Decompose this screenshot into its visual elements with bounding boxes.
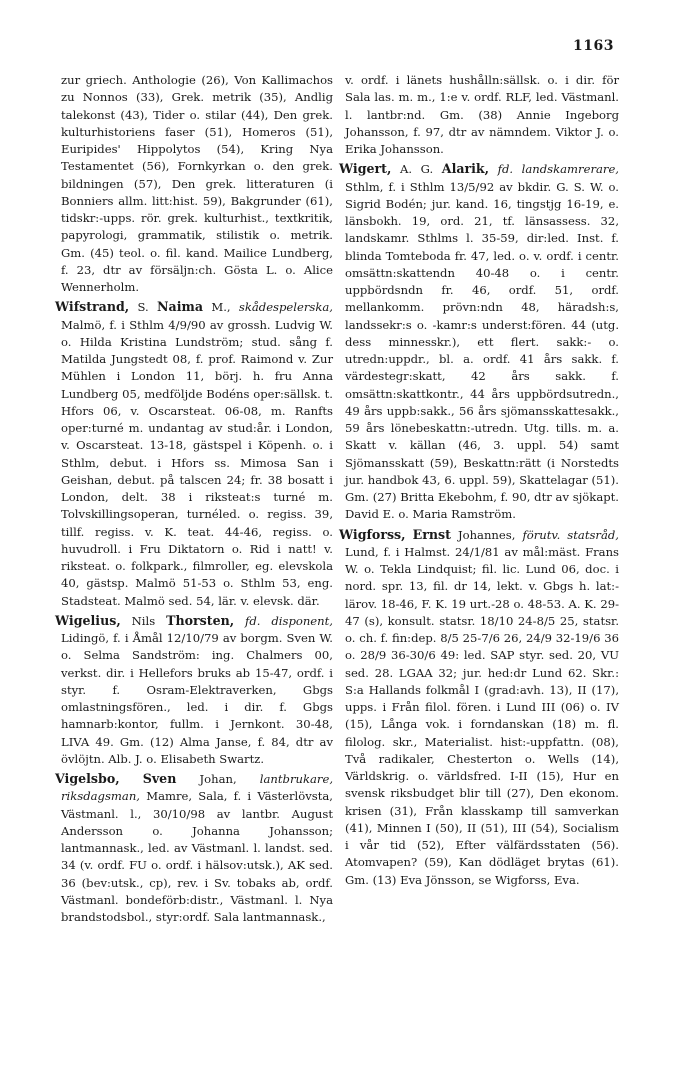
entry-given: Nils bbox=[120, 613, 167, 628]
entry-text: Mamre, Sala, f. i Västerlövsta, Västmanl. l., 30/10/98 av lantbr. August Andersson o. Johanna Johansson; lantmannask., led. av Västmanl. l. landst. sed. 34 (v. ordf. FU o. ordf. i hälsov:utsk.), AK sed. 36 (bev:utsk., cp), rev. i Sv. tobaks ab, ordf. Västmanl. bondeförb:distr., Västmanl. l. Nya brandstodsbol., styr:ordf. Sala lantmannask., bbox=[61, 789, 333, 924]
entry-surname: Wifstrand, bbox=[55, 299, 130, 315]
entry-text: Lidingö, f. i Åmål 12/10/79 av borgm. Sven W. o. Selma Sandström: ing. Chalmers 00, verkst. dir. i Hellefors bruks ab 15-47, ordf. i styr. f. Osram-Elektraverken, Gbgs omlastningsfören., led. i dir. f. Gbgs hamnarb:kontor, fullm. i Jernkont. 30-48, LIVA 49. Gm. (12) Alma Janse, f. 84, dtr av övlöjtn. Alb. J. o. Elisabeth Swartz. bbox=[61, 631, 333, 766]
entry-given-bold: Alarik, bbox=[441, 161, 490, 177]
entry-given-rest: Johannes, bbox=[450, 527, 523, 542]
entry-given: S. bbox=[129, 300, 158, 315]
entry-given-rest bbox=[234, 614, 245, 628]
entry-surname: Wigert, bbox=[339, 161, 392, 177]
entry-title: förutv. statsråd, bbox=[522, 527, 619, 542]
entry-surname: Wigelius, bbox=[55, 612, 121, 628]
entry-given-rest: M., bbox=[203, 300, 239, 315]
continued-entry-text: zur griech. Anthologie (26), Von Kallimachos zu Nonnos (33), Grek. metrik (35), Andlig talekonst (43), Tider o. stilar (44), Den grek. kulturhistoriens faser (51), Homeros (51), Euripides' Hippolytos (54), Kring Nya Testamentet (56), Fornkyrkan o. den grek. bildningen (57), Den grek. litteraturen (i Bonniers allm. litt:hist. 59), Bakgrunder (61), tidskr:-upps. rör. grek. kulturhist., textkritik, papyrologi, grammatik, stilistik o. metrik. Gm. (45) teol. o. fil. kand. Mailice Lundberg, f. 23, dtr av försäljn:ch. Gösta L. o. Alice Wennerholm. bbox=[61, 73, 333, 294]
entry-wifstrand bbox=[55, 298, 333, 610]
entry-vigelsbo bbox=[55, 770, 333, 926]
entry-wigelius bbox=[55, 612, 333, 768]
entry-given-bold: Thorsten, bbox=[166, 612, 235, 628]
entry-given-rest bbox=[489, 162, 498, 176]
entry-text: Malmö, f. i Sthlm 4/9/90 av grossh. Ludvig W. o. Hilda Kristina Lundström; stud. sång f. Matilda Jungstedt 08, f. prof. Raimond v. Zur Mühlen i London 11, börj. h. fru Anna Lundberg 05, medföljde Bodéns oper:sällsk. t. Hfors 06, v. Oscarsteat. 06-08, m. Ranfts oper:turné m. undantag av stud:år. i London, v. Oscarsteat. 13-18, gästspel i Köpenh. o. i Sthlm, debut. i Hfors ss. Mimosa San i Geishan, debut. på talscen 24; fr. 38 bosatt i London, delt. 38 i riksteat:s turné m. Tolvskillingsoperan, turnéled. o. regiss. 39, tillf. regiss. v. K. teat. 44-46, regiss. o. huvudroll. i Fru Diktatorn o. Rid i natt! v. riksteat. o. folkpark., filmroller, eg. elevskola 40, gästsp. Malmö 51-53 o. Sthlm 53, eng. Stadsteat. Malmö sed. 54, lär. v. elevsk. där. bbox=[61, 317, 333, 608]
entry-title: skådespelerska, bbox=[238, 300, 333, 315]
entry-given-bold: Sven bbox=[142, 771, 177, 786]
entry-text: Sthlm, f. i Sthlm 13/5/92 av bkdir. G. S. W. o. Sigrid Bodén; jur. kand. 16, tingstjg 16-19, e. länsbokh. 19, ord. 21, tf. länsassess. 32, landskamr. Sthlms l. 35-59, dir:led. Inst. f. blinda Tomteboda fr. 47, led. o. v. ordf. i centr. omsättn:skattendn 40-48 o. i centr. uppbördsndn fr. 46, ordf. 51, ordf. mellankomm. prövn:ndn 48, häradsh:s, landssekr:s o. -kamr:s underst:fören. 44 (utg. dess minnesskr.), ett flert. sakk:- o. utredn:uppdr., bl. a. ordf. 41 års sakk. f. värdestegr:skatt, 42 års sakk. f. omsättn:skattkontr., 44 års uppbördsutredn., 49 års uppb:sakk., 56 års sjömansskattesakk., 59 års lönebeskattn:-utredn. Utg. tills. m. a. Skatt v. källan (46, 3. uppl. 54) samt Sjömansskatt (59), Beskattn:rätt (i Norstedts jur. handbok 43, 6. uppl. 59), Skattelagar (51). Gm. (27) Britta Ekebohm, f. 90, dtr av sjökapt. David E. o. Maria Ramström. bbox=[345, 179, 619, 522]
entry-surname: Vigelsbo, bbox=[55, 771, 120, 786]
entry-given-rest: Johan, bbox=[176, 772, 260, 786]
entry-wigert bbox=[339, 160, 619, 523]
left-column bbox=[55, 72, 333, 928]
entry-given-bold: Naima bbox=[157, 299, 203, 315]
entry-given bbox=[120, 772, 143, 786]
entry-given: A. G. bbox=[391, 162, 442, 177]
entry-text: Lund, f. i Halmst. 24/1/81 av mål:mäst. Frans W. o. Tekla Lindquist; fil. lic. Lund 06, doc. i nord. spr. 13, fil. dr 14, lekt. v. Gbgs h. lat:-lärov. 18-46, F. K. 19 urt.-28 o. 48-53. A. K. 29-47 (s), konsult. statsr. 18/10 24-8/5 25, statsr. o. ch. f. fin:dep. 8/5 25-7/6 26, 24/9 32-19/6 36 o. 28/9 36-30/6 49: led. SAP styr. sed. 20, VU sed. 28. LGAA 32; jur. hed:dr Lund 62. Skr.: S:a Hallands folkmål I (grad:avh. 13), II (17), upps. i Från filol. fören. i Lund III (06) o. IV (15), Långa vok. i forndanskan (18) m. fl. filolog. skr., Materialist. hist:-uppfattn. (08), Två radikaler, Chesterton o. Wells (14), Världskrig. o. världsfred. I-II (15), Hur en svensk riksbudget blir till (27), Den ekonom. krisen (31), Från klasskamp till samverkan (41), Minnen I (50), II (51), III (54), Socialism i vår tid (52), Efter välfärdsstaten (56). Atomvapen? (59), Kan dödläget brytas (61). Gm. (13) Eva Jönsson, se Wigforss, Eva. bbox=[345, 544, 619, 887]
entry-title: fd. disponent, bbox=[245, 613, 333, 628]
entry-title: lantbrukare, riksdagsman, bbox=[61, 772, 333, 804]
continued-entry-text: v. ordf. i länets hushålln:sällsk. o. i dir. för Sala las. m. m., 1:e v. ordf. RLF, led. Västmanl. l. lantbr:nd. Gm. (38) Annie Ingeborg Johansson, f. 97, dtr av nämndem. Viktor J. o. Erika Johansson. bbox=[345, 73, 619, 156]
entry-given bbox=[406, 528, 413, 542]
entry-title: fd. landskamrerare, bbox=[497, 162, 619, 177]
right-column bbox=[339, 72, 619, 891]
entry-given-bold: Ernst bbox=[412, 526, 451, 542]
page-number: 1163 bbox=[573, 38, 614, 54]
entry-surname: Wigforss, bbox=[339, 526, 406, 542]
entry-wigforss bbox=[339, 526, 619, 889]
